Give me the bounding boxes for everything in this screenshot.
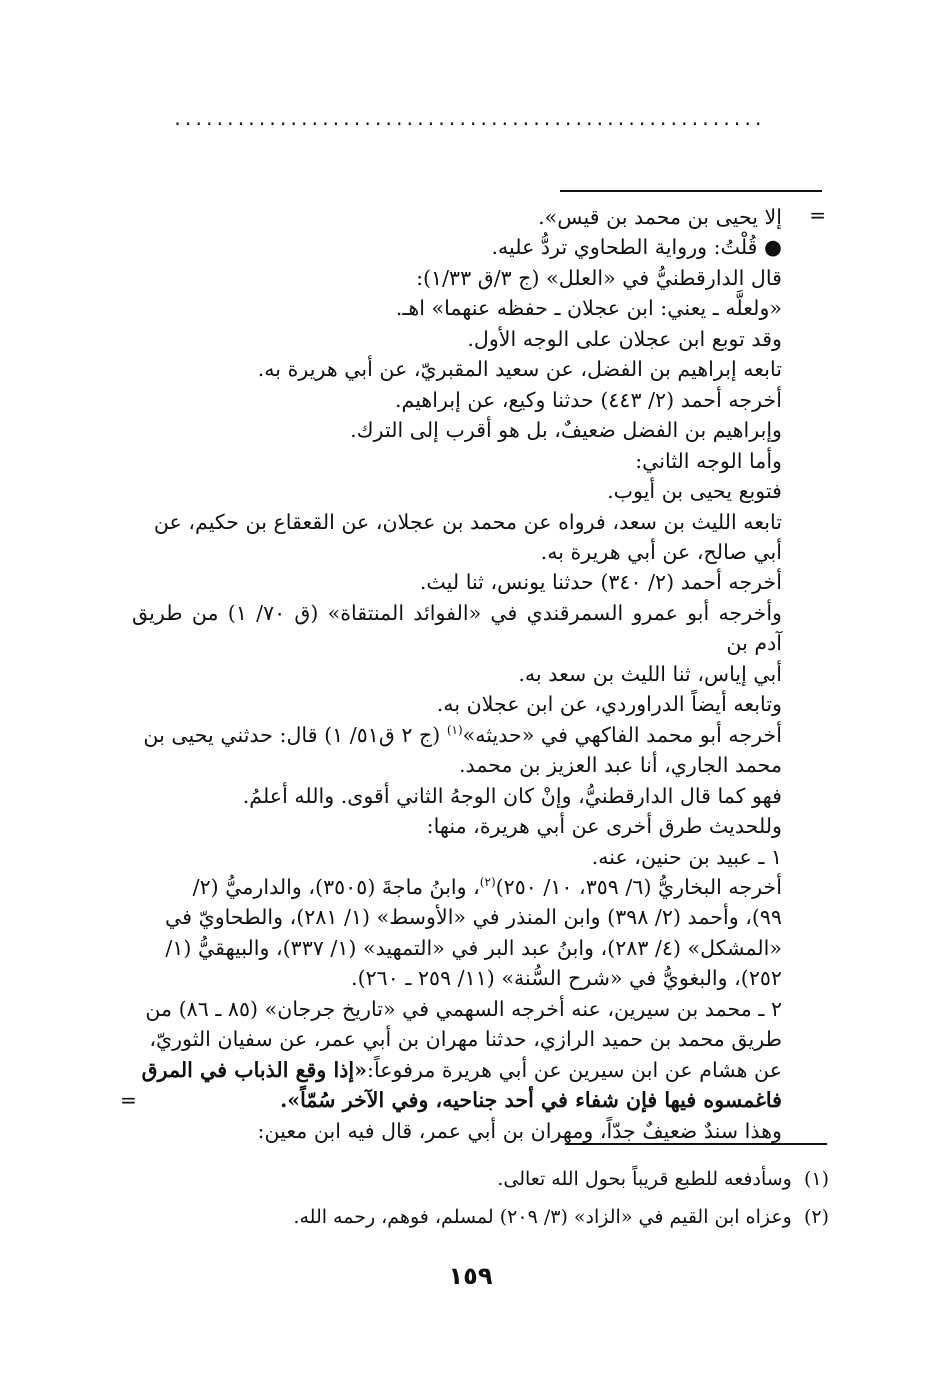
text-line: وأخرجه أبو عمرو السمرقندي في «الفوائد المنتقاة» (ق ٧٠/ ١) من طريق آدم بن: [132, 600, 782, 656]
text-line: قال الدارقطنيُّ في «العلل» (ج ٣/ق ١/٣٣):: [416, 265, 782, 290]
text-line: «ولعلَّه ـ يعني: ابن عجلان ـ حفظه عنهما» اهـ.: [395, 296, 782, 321]
footnotes: [139, 1160, 829, 1236]
text-line: وتابعه أيضاً الدراوردي، عن ابن عجلان به.: [436, 692, 782, 717]
text-line: أبي صالح، عن أبي هريرة به.: [540, 539, 782, 564]
text-line: وإبراهيم بن الفضل ضعيفٌ، بل هو أقرب إلى الترك.: [350, 418, 782, 443]
text-line: [132, 872, 782, 902]
text-line: أبي إياس، ثنا الليث بن سعد به.: [518, 661, 782, 686]
continuation-mark-top: =: [809, 203, 826, 227]
footnote-ref[interactable]: (٢): [479, 875, 496, 890]
text-line: ١ ـ عبيد بن حنين، عنه.: [591, 844, 782, 869]
footnote-marker: (٢): [803, 1206, 829, 1228]
text-line: فتوبع يحيى بن أيوب.: [607, 479, 782, 504]
text-line: [132, 1055, 782, 1085]
text-line: تابعه إبراهيم بن الفضل، عن سعيد المقبريّ، عن أبي هريرة به.: [257, 357, 782, 382]
text-segment: أخرجه أبو محمد الفاكهي في «حديثه»: [462, 722, 782, 747]
text-segment: (ج ٢ ق٥١/ ١) قال: حدثني يحيى بن: [143, 722, 441, 747]
header-dot-rule: ........................................................: [174, 106, 766, 130]
text-line: وقد توبع ابن عجلان على الوجه الأول.: [467, 326, 782, 351]
text-line: ٢ ـ محمد بن سيرين، عنه أخرجه السهمي في «تاريخ جرجان» (٨٥ ـ ٨٦) من: [145, 996, 782, 1021]
text-line: إلا يحيى بن محمد بن قيس».: [538, 205, 782, 229]
footnote-1: [139, 1160, 829, 1198]
text-line: أخرجه أحمد (٢/ ٣٤٠) حدثنا يونس، ثنا ليث.: [419, 570, 782, 595]
footnote-separator-rule: [565, 1143, 827, 1145]
text-line: أخرجه أحمد (٢/ ٤٤٣) حدثنا وكيع، عن إبراهيم.: [394, 387, 782, 412]
text-line: ٩٩)، وأحمد (٢/ ٣٩٨) وابن المنذر في «الأوسط» (١/ ٢٨١)، والطحاويّ في: [165, 905, 782, 930]
text-line: تابعه الليث بن سعد، فرواه عن محمد بن عجلان، عن القعقاع بن حكيم، عن: [153, 509, 782, 534]
text-line: «المشكل» (٤/ ٢٨٣)، وابنُ عبد البر في «التمهيد» (١/ ٣٣٧)، والبيهقيُّ (١/: [165, 935, 782, 960]
hadith-quote: «إذا وقع الذباب في المرق: [141, 1057, 367, 1082]
text-line: ● قُلْتُ: ورواية الطحاوي تردُّ عليه.: [491, 235, 782, 260]
hadith-quote-line: فاغمسوه فيها فإن شفاء في أحد جناحيه، وفي الآخر سُمّاً».: [280, 1088, 782, 1113]
footnote-marker: (١): [803, 1168, 829, 1190]
text-segment: ، وابنُ ماجةَ (٣٥٠٥)، والدارميُّ (٢/: [192, 874, 480, 899]
text-line: طريق محمد بن حميد الرازي، حدثنا مهران بن أبي عمر، عن سفيان الثوريّ،: [149, 1027, 782, 1052]
continuation-mark-bottom: =: [120, 1088, 137, 1112]
text-line: محمد الجاري، أنا عبد العزيز بن محمد.: [458, 753, 782, 778]
text-line: فهو كما قال الدارقطنيُّ، وإنْ كان الوجهُ الثاني أقوى. والله أعلمُ.: [242, 783, 782, 808]
page-number: ١٥٩: [448, 1262, 493, 1290]
text-segment: أخرجه البخاريُّ (٦/ ٣٥٩، ١٠/ ٢٥٠): [495, 874, 782, 899]
footnote-ref[interactable]: (١): [446, 722, 463, 737]
main-text: [132, 202, 782, 1146]
footnote-text: وعزاه ابن القيم في «الزاد» (٣/ ٢٠٩) لمسلم، فوهم، رحمه الله.: [293, 1206, 792, 1228]
top-separator-rule: [560, 190, 822, 192]
footnote-2: [139, 1198, 829, 1236]
text-line: ٢٥٢)، والبغويُّ في «شرح السُّنة» (١١/ ٢٥٩ ـ ٢٦٠).: [351, 966, 782, 991]
text-line: وهذا سندٌ ضعيفٌ جدّاً، ومهران بن أبي عمر، قال فيه ابن معين:: [257, 1118, 782, 1143]
text-segment: عن هشام عن ابن سيرين عن أبي هريرة مرفوعاً:: [367, 1057, 782, 1082]
text-line: [132, 720, 782, 750]
text-line: وأما الوجه الثاني:: [635, 448, 782, 473]
footnote-text: وسأدفعه للطبع قريباً بحول الله تعالى.: [497, 1168, 792, 1190]
text-line: وللحديث طرق أخرى عن أبي هريرة، منها:: [426, 814, 782, 839]
